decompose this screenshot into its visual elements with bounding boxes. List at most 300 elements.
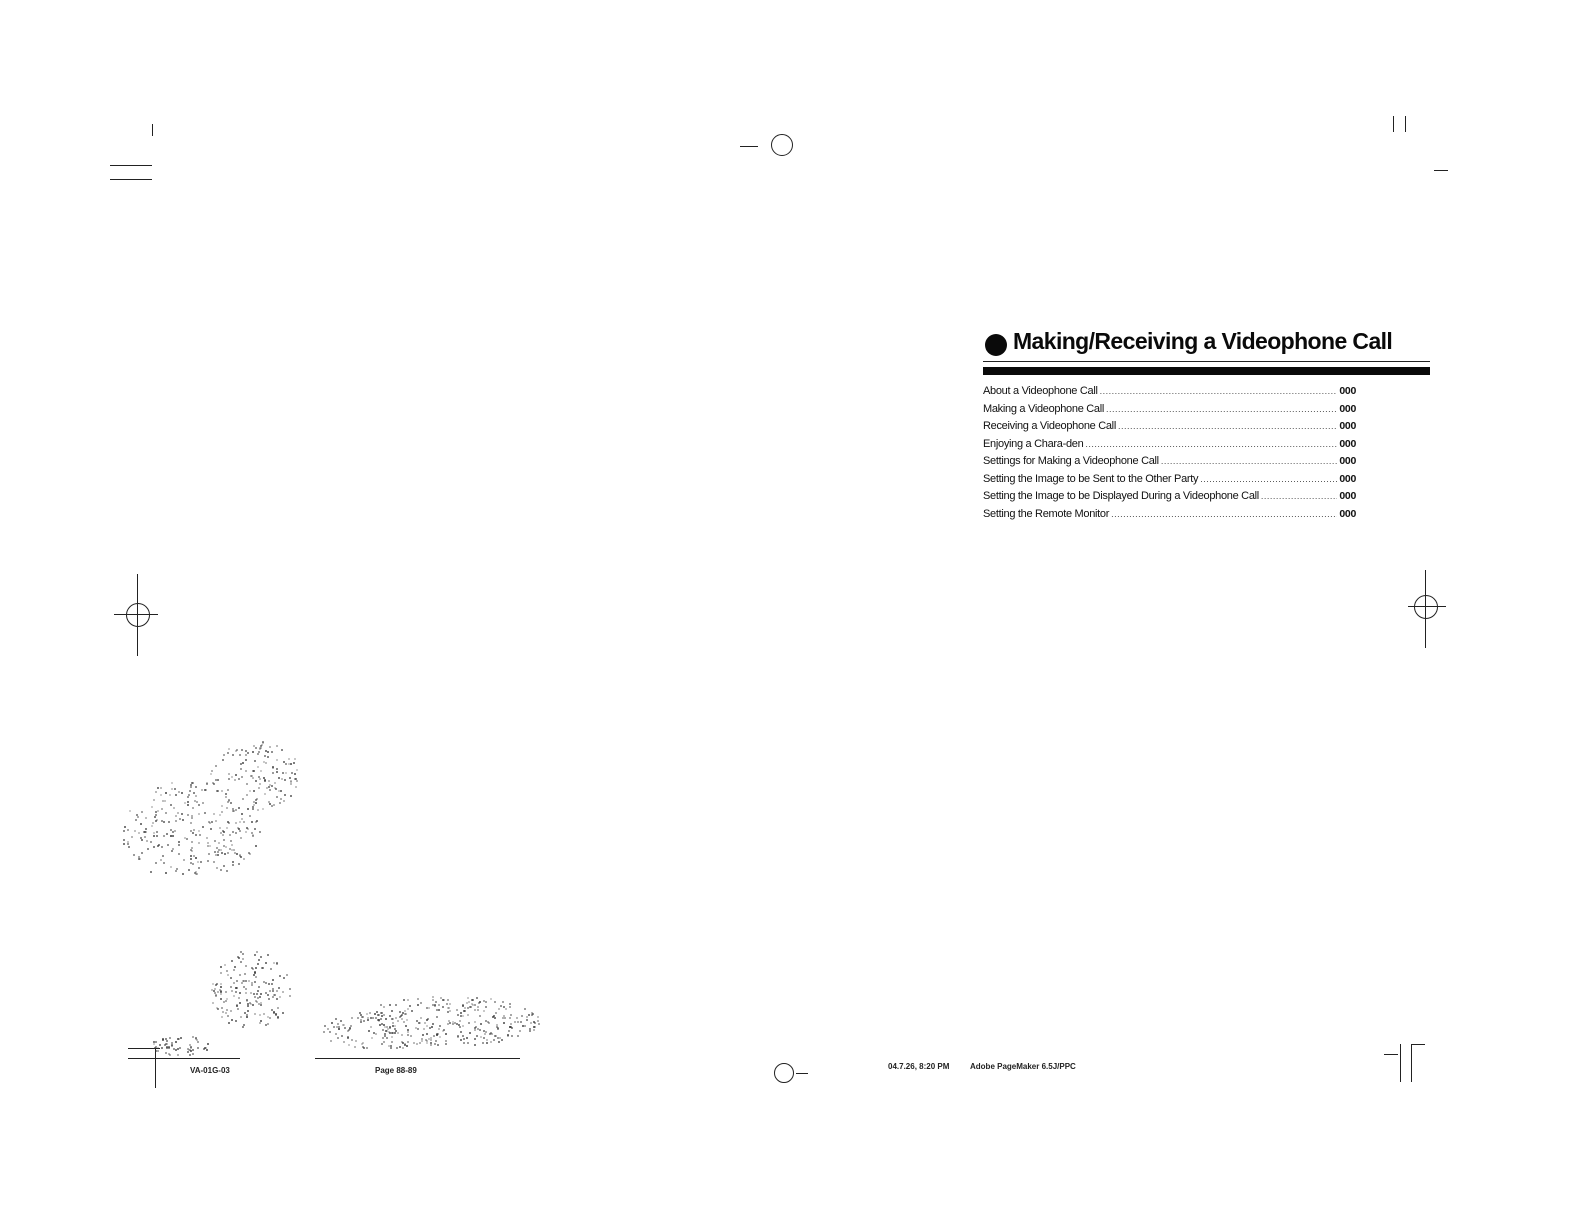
scan-speck [384, 1026, 386, 1028]
scan-speck [217, 851, 219, 853]
scan-speck [190, 858, 192, 860]
scan-speck [197, 1041, 199, 1043]
scan-speck [207, 860, 209, 862]
scan-speck [215, 995, 217, 997]
scan-speck [409, 1005, 411, 1007]
scan-speck [213, 861, 215, 863]
toc-entry[interactable] [983, 385, 1356, 403]
scan-speck [385, 1018, 387, 1020]
scan-speck [268, 983, 270, 985]
toc-entry-page: 000 [1339, 402, 1356, 415]
scan-speck [416, 1043, 418, 1045]
toc-entry[interactable] [983, 508, 1356, 526]
scan-speck [401, 1034, 403, 1036]
scan-speck [251, 984, 253, 986]
scan-speck [462, 1025, 464, 1027]
scan-speck [221, 1016, 223, 1018]
scan-speck [215, 765, 217, 767]
scan-speck [230, 840, 232, 842]
scan-speck [193, 829, 195, 831]
scan-speck [407, 999, 409, 1001]
scan-speck [424, 1022, 426, 1024]
scan-speck [235, 991, 237, 993]
scan-speck [259, 783, 261, 785]
scan-speck [256, 798, 258, 800]
scan-speck [255, 780, 257, 782]
scan-speck [175, 1041, 177, 1043]
scan-speck [260, 993, 262, 995]
scan-speck [370, 1026, 372, 1028]
scan-speck [178, 853, 180, 855]
scan-speck [175, 870, 177, 872]
scan-speck [234, 966, 236, 968]
scan-speck [241, 813, 243, 815]
scan-speck [210, 828, 212, 830]
scan-speck [432, 1023, 434, 1025]
scan-speck [341, 1035, 343, 1037]
toc-entry-label: Setting the Image to be Sent to the Other Party [983, 472, 1199, 485]
scan-speck [263, 981, 265, 983]
scan-speck [485, 1001, 487, 1003]
scan-speck [137, 816, 139, 818]
scan-speck [217, 991, 219, 993]
scan-speck [178, 844, 180, 846]
scan-speck [405, 1025, 407, 1027]
scan-speck [439, 1036, 441, 1038]
scan-speck [221, 790, 223, 792]
scan-speck [371, 1037, 373, 1039]
scan-speck [407, 1034, 409, 1036]
scan-speck [487, 1021, 489, 1023]
scan-speck [245, 980, 247, 982]
scan-speck [138, 858, 140, 860]
scan-speck [406, 1045, 408, 1047]
scan-speck [246, 1016, 248, 1018]
scan-speck [220, 972, 222, 974]
heading-rule-thick [983, 367, 1430, 375]
scan-speck [419, 1042, 421, 1044]
scan-speck [191, 817, 193, 819]
scan-speck [494, 1017, 496, 1019]
scan-speck [264, 793, 266, 795]
scan-speck [390, 1047, 392, 1049]
scan-speck [277, 1007, 279, 1009]
scan-speck [392, 1018, 394, 1020]
scan-speck [282, 772, 284, 774]
scan-speck [254, 971, 256, 973]
scan-speck [140, 837, 142, 839]
scan-speck [156, 819, 158, 821]
scan-speck [195, 786, 197, 788]
scan-speck [476, 1035, 478, 1037]
scan-speck [187, 804, 189, 806]
scan-speck [247, 808, 249, 810]
scan-speck [417, 1028, 419, 1030]
scan-speck [171, 782, 173, 784]
scan-speck [157, 1050, 159, 1052]
scan-speck [350, 1025, 352, 1027]
scan-speck [355, 1040, 357, 1042]
scan-speck [236, 1005, 238, 1007]
scan-speck [192, 1049, 194, 1051]
scan-speck [259, 996, 261, 998]
scan-speck [368, 1030, 370, 1032]
scan-speck [187, 814, 189, 816]
scan-speck [432, 996, 434, 998]
scan-speck [426, 1042, 428, 1044]
scan-speck [363, 1047, 365, 1049]
scan-speck [283, 800, 285, 802]
scan-speck [153, 1043, 155, 1045]
scan-speck [271, 983, 273, 985]
scan-speck [278, 987, 280, 989]
scan-speck [252, 968, 254, 970]
scan-speck [269, 746, 271, 748]
scan-speck [221, 811, 223, 813]
scan-speck [405, 1013, 407, 1015]
scan-speck [231, 960, 233, 962]
scan-speck [213, 783, 215, 785]
scan-speck [226, 970, 228, 972]
scan-speck [252, 751, 254, 753]
scan-speck [521, 1015, 523, 1017]
scan-speck [283, 977, 285, 979]
scan-speck [138, 832, 140, 834]
scan-speck [285, 772, 287, 774]
toc-entry[interactable] [983, 403, 1356, 421]
scan-speck [228, 748, 230, 750]
scan-speck [294, 773, 296, 775]
scan-speck [201, 789, 203, 791]
scan-speck [517, 1035, 519, 1037]
scan-speck [189, 1054, 191, 1056]
scan-speck [146, 840, 148, 842]
scan-speck [204, 812, 206, 814]
scan-speck [202, 826, 204, 828]
scan-speck [153, 835, 155, 837]
scan-speck [426, 1033, 428, 1035]
scan-speck [173, 807, 175, 809]
scan-speck [179, 818, 181, 820]
scan-speck [236, 749, 238, 751]
scan-speck [447, 1023, 449, 1025]
scan-speck [397, 1032, 399, 1034]
scan-speck [410, 1035, 412, 1037]
scan-speck [467, 1042, 469, 1044]
scan-speck [165, 872, 167, 874]
scan-speck [459, 1026, 461, 1028]
scan-speck [195, 795, 197, 797]
scan-speck [475, 1026, 477, 1028]
scan-speck [224, 964, 226, 966]
scan-speck [155, 1046, 157, 1048]
scan-speck [290, 795, 292, 797]
scan-speck [230, 977, 232, 979]
scan-speck [233, 995, 235, 997]
scan-speck [280, 790, 282, 792]
scan-speck [226, 870, 228, 872]
scan-speck [403, 999, 405, 1001]
scan-speck [442, 1006, 444, 1008]
scan-speck [274, 994, 276, 996]
scan-speck [198, 867, 200, 869]
scan-speck [181, 813, 183, 815]
scan-speck [245, 988, 247, 990]
scan-speck [257, 753, 259, 755]
scan-speck [227, 852, 229, 854]
scan-speck [156, 831, 158, 833]
scan-speck [222, 834, 224, 836]
scan-speck [255, 845, 257, 847]
scan-speck [294, 758, 296, 760]
scan-speck [271, 805, 273, 807]
scan-speck [182, 819, 184, 821]
toc-entry-page: 000 [1339, 507, 1356, 520]
scan-speck [229, 834, 231, 836]
scan-speck [196, 801, 198, 803]
scan-speck [235, 774, 237, 776]
scan-speck [261, 967, 263, 969]
scan-speck [155, 791, 157, 793]
scan-speck [255, 821, 257, 823]
toc-entry[interactable] [983, 420, 1356, 438]
scan-speck [383, 1014, 385, 1016]
scan-speck [480, 1023, 482, 1025]
scan-speck [150, 871, 152, 873]
scan-speck [514, 1021, 516, 1023]
scan-speck [190, 822, 192, 824]
scan-speck [226, 1009, 228, 1011]
scan-speck [347, 1030, 349, 1032]
scan-speck [213, 990, 215, 992]
scan-speck [485, 1006, 487, 1008]
scan-speck [236, 853, 238, 855]
scan-speck [276, 768, 278, 770]
scan-speck [436, 1016, 438, 1018]
toc-entry[interactable] [983, 490, 1356, 508]
scan-speck [438, 1004, 440, 1006]
scan-speck [232, 754, 234, 756]
scan-speck [242, 762, 244, 764]
scan-speck [495, 1012, 497, 1014]
scan-speck [172, 835, 174, 837]
scan-speck [392, 1022, 394, 1024]
scan-speck [157, 787, 159, 789]
scan-speck [239, 830, 241, 832]
scan-speck [391, 1041, 393, 1043]
scan-speck [211, 770, 213, 772]
scan-speck [238, 807, 240, 809]
scan-speck [213, 813, 215, 815]
scan-speck [279, 996, 281, 998]
scan-speck [277, 1017, 279, 1019]
scan-speck [401, 1018, 403, 1020]
scan-speck [340, 1020, 342, 1022]
scan-speck [285, 763, 287, 765]
scan-speck [170, 866, 172, 868]
toc-entry-page: 000 [1339, 420, 1356, 432]
scan-speck [273, 962, 275, 964]
scan-speck [192, 832, 194, 834]
scan-speck [161, 1047, 163, 1049]
scan-speck [250, 992, 252, 994]
scan-speck [511, 1035, 513, 1037]
toc-entry-label: Settings for Making a Videophone Call [983, 455, 1159, 467]
scan-speck [190, 855, 192, 857]
scan-speck [417, 1004, 419, 1006]
scan-speck [230, 1010, 232, 1012]
scan-speck [207, 1043, 209, 1045]
scan-speck [362, 1042, 364, 1044]
scan-speck [170, 804, 172, 806]
scan-speck [236, 980, 238, 982]
scan-speck [335, 1018, 337, 1020]
scan-speck [243, 858, 245, 860]
scan-speck [225, 846, 227, 848]
scan-speck [163, 835, 165, 837]
scan-speck [166, 1046, 168, 1048]
scan-speck [171, 1042, 173, 1044]
scan-speck [501, 1039, 503, 1041]
scan-speck [187, 801, 189, 803]
scan-speck [479, 1015, 481, 1017]
scan-speck [260, 1004, 262, 1006]
scan-speck [160, 859, 162, 861]
scan-speck [216, 1007, 218, 1009]
scan-speck [329, 1031, 331, 1033]
toc-entry[interactable] [983, 473, 1356, 491]
scan-speck [463, 1038, 465, 1040]
scan-speck [242, 798, 244, 800]
scan-speck [193, 792, 195, 794]
scan-speck [242, 1026, 244, 1028]
scan-speck [467, 1014, 469, 1016]
scan-speck [163, 821, 165, 823]
toc-entry[interactable] [983, 438, 1356, 456]
scan-speck [198, 842, 200, 844]
scan-speck [445, 1040, 447, 1042]
scan-speck [436, 1034, 438, 1036]
scan-speck [155, 1050, 157, 1052]
scan-speck [175, 794, 177, 796]
scan-speck [223, 1001, 225, 1003]
scan-speck [239, 754, 241, 756]
scan-speck [225, 1000, 227, 1002]
scan-speck [323, 1031, 325, 1033]
scan-speck [434, 1043, 436, 1045]
scan-speck [445, 1043, 447, 1045]
scan-speck [135, 819, 137, 821]
scan-speck [166, 833, 168, 835]
scan-speck [238, 778, 240, 780]
scan-speck [386, 1037, 388, 1039]
scan-speck [198, 830, 200, 832]
scan-speck [509, 1017, 511, 1019]
scan-speck [293, 762, 295, 764]
scan-speck [268, 786, 270, 788]
scan-speck [156, 835, 158, 837]
scan-speck [190, 1050, 192, 1052]
scan-speck [155, 1041, 157, 1043]
toc-entry[interactable] [983, 455, 1356, 473]
scan-speck [240, 856, 242, 858]
scan-speck [188, 869, 190, 871]
scan-speck [360, 1021, 362, 1023]
scan-speck [245, 770, 247, 772]
scan-speck [498, 1008, 500, 1010]
scan-speck [454, 1022, 456, 1024]
scan-speck [255, 967, 257, 969]
scan-speck [174, 788, 176, 790]
scan-speck [178, 841, 180, 843]
scan-speck [227, 801, 229, 803]
scan-speck [206, 783, 208, 785]
scan-speck [276, 759, 278, 761]
footer-software: Adobe PageMaker 6.5J/PPC [970, 1062, 1076, 1071]
scan-speck [516, 1017, 518, 1019]
scan-speck [520, 1021, 522, 1023]
scan-speck [254, 1013, 256, 1015]
scan-speck [490, 998, 492, 1000]
scan-speck [482, 1042, 484, 1044]
scan-speck [230, 802, 232, 804]
scan-speck [403, 1021, 405, 1023]
scan-speck [262, 808, 264, 810]
scan-speck [257, 997, 259, 999]
scan-speck [235, 832, 237, 834]
scan-speck [258, 751, 260, 753]
scan-speck [165, 792, 167, 794]
scan-speck [366, 1047, 368, 1049]
footer-page-range: Page 88-89 [375, 1066, 417, 1075]
scan-speck [206, 782, 208, 784]
scan-speck [335, 1033, 337, 1035]
scan-speck [296, 769, 298, 771]
scan-speck [196, 873, 198, 875]
scan-speck [406, 1019, 408, 1021]
scan-speck [252, 777, 254, 779]
scan-speck [382, 1029, 384, 1031]
scan-speck [296, 780, 298, 782]
scan-speck [136, 814, 138, 816]
scan-speck [206, 837, 208, 839]
scan-speck [280, 798, 282, 800]
scan-speck [247, 828, 249, 830]
scan-speck [476, 997, 478, 999]
scan-speck [246, 999, 248, 1001]
scan-speck [159, 1044, 161, 1046]
scan-speck [267, 994, 269, 996]
leader-dots [1118, 420, 1337, 432]
scan-speck [435, 1040, 437, 1042]
scan-speck [281, 778, 283, 780]
scan-speck [431, 1026, 433, 1028]
scan-speck [228, 778, 230, 780]
scan-speck [464, 1007, 466, 1009]
scan-speck [172, 848, 174, 850]
scan-speck [498, 1041, 500, 1043]
scan-speck [217, 854, 219, 856]
scan-speck [380, 1004, 382, 1006]
scan-speck [223, 754, 225, 756]
scan-speck [178, 791, 180, 793]
scan-speck [192, 807, 194, 809]
scan-speck [267, 1023, 269, 1025]
toc-entry-page: 000 [1339, 490, 1356, 502]
toc-entry-page: 000 [1339, 472, 1356, 485]
leader-dots [1100, 385, 1338, 397]
scan-speck [174, 830, 176, 832]
